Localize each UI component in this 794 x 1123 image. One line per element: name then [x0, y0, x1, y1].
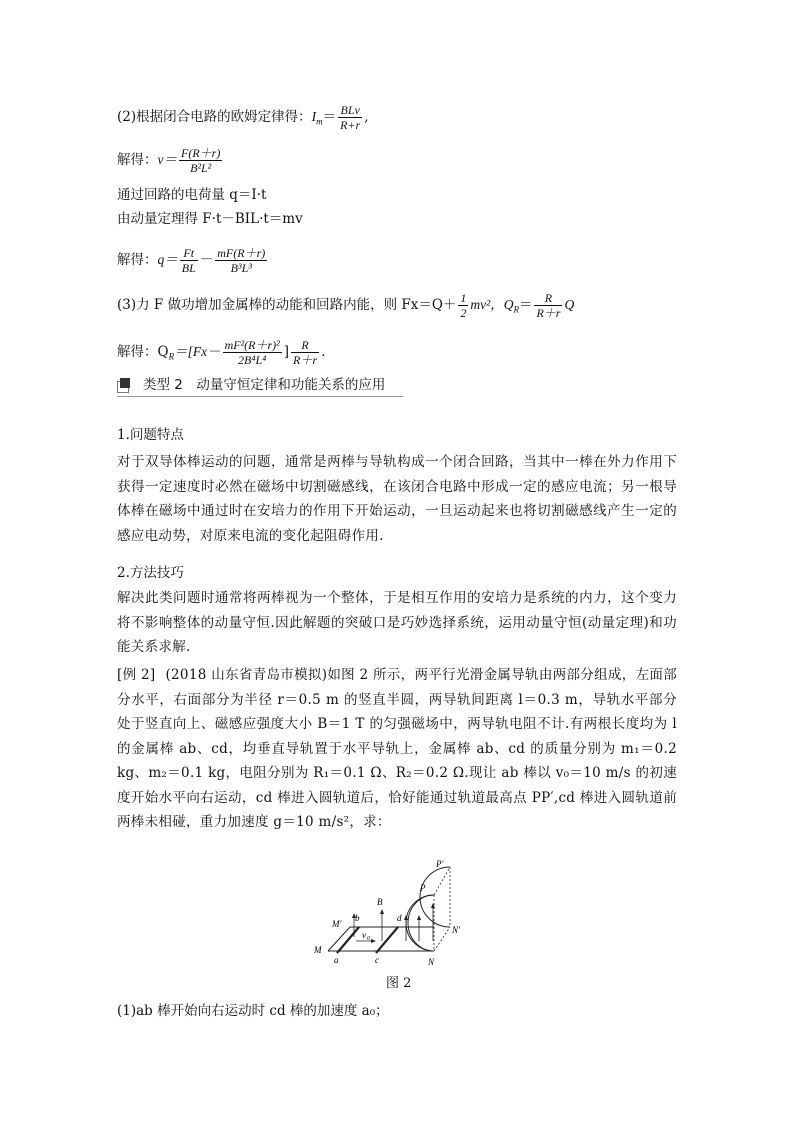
example-text: (2018 山东省青岛市模拟)如图 2 所示，两平行光滑金属导轨由两部分组成，左面部分水平，右面部分为半径 r＝0.5 m 的竖直半圆，两导轨间距离 l＝0.3 m，导轨水平部分处于竖直向上、磁感应强度大小 B＝1 T 的匀强磁场中，两导轨电阻不计.有两根长度均为 l 的金属棒 ab、cd，均垂直导轨置于水平导轨上，金属棒 ab、cd 的质量分别为 m₁＝0.2 kg、m₂＝0.1 kg，电阻分别为 R₁＝0.1 Ω、R₂＝0.2 Ω.现让 ab 棒以 v₀＝10 m/s 的初速度开始水平向右运动，cd 棒进入圆轨道后，恰好能通过轨道最高点 PP′,cd 棒进入圆轨道前两棒未相碰，重力加速度 g＝10 m/s²，求： [117, 667, 677, 830]
features-heading: 1.问题特点 [117, 427, 184, 443]
solve-label: 解得： [117, 252, 158, 268]
figure-caption: 图 2 [386, 976, 412, 991]
eq-sign: ＝ [518, 297, 533, 313]
semicircle-front [406, 895, 434, 951]
minus-sign: － [199, 252, 214, 268]
label-b: b [355, 913, 360, 923]
eq-ohm-law-text: (2)根据闭合电路的欧姆定律得： [117, 109, 312, 125]
velocity-denominator: B²L² [190, 161, 212, 175]
label-Pprime: P′ [436, 859, 444, 869]
features-body: 对于双导体棒运动的问题，通常是两棒与导轨构成一个闭合回路，当其中一棒在外力作用下获得一定速度时必然在磁场中切割磁感线，在该闭合电路中形成一定的感应电流；另一根导体棒在磁场中通过时在安培力的作用下开始运动，一旦运动起来也将切割磁感线产生一定的感应电动势，对原来电流的变化起阻碍作用. [117, 454, 677, 544]
methods-body: 解决此类问题时通常将两棒视为一个整体，于是相互作用的安培力是系统的内力，这个变力将不影响整体的动量守恒.因此解题的突破口是巧妙选择系统，运用动量守恒(动量定理)和功能关系求解. [117, 590, 677, 655]
ratio-fraction [534, 291, 562, 320]
half-den: 2 [460, 306, 467, 320]
current-subscript: m [316, 116, 323, 127]
half-fraction [458, 291, 468, 320]
ratio-num: R [534, 291, 562, 306]
rail-left-end [328, 927, 350, 951]
heat-subscript: R [168, 351, 175, 362]
charge-den-1: BL [181, 261, 196, 275]
energy-equation [117, 291, 574, 320]
heat-num-2: R [291, 338, 319, 353]
label-B: B [377, 897, 383, 907]
label-N: N [428, 957, 435, 967]
eq-ohm-law: (2)根据闭合电路的欧姆定律得：$I_m=$ $\frac{\text{BLv}}{R+r}$ , [117, 103, 369, 132]
eq-comma: , [364, 109, 369, 125]
solve-label: 解得： [117, 152, 158, 168]
label-v0-sub: 0 [367, 936, 370, 942]
bar-cd [376, 927, 398, 953]
example-tag: [例 2] [117, 667, 156, 683]
velocity-lhs: v＝ [157, 152, 177, 167]
charge-fraction-2 [215, 246, 267, 275]
label-P: P [420, 883, 426, 893]
header-square-fill-icon [120, 378, 130, 388]
label-c: c [375, 955, 379, 965]
charge-fraction-1 [180, 246, 198, 275]
label-M: M [314, 945, 322, 955]
heat-den-1: 2B⁴L⁴ [237, 353, 267, 367]
label-Mprime: M′ [332, 919, 342, 929]
methods-heading: 2.方法技巧 [117, 565, 184, 581]
rail-figure [306, 855, 516, 970]
ratio-den: R＋r [536, 306, 561, 320]
velocity-numerator: F(R＋r) [181, 146, 221, 160]
charge-num-1: Ft [180, 246, 198, 261]
dashed-top [434, 867, 450, 895]
charge-line: 通过回路的电荷量 q＝I·t [117, 187, 267, 203]
solve-heat [117, 338, 325, 367]
ohm-fraction [338, 103, 362, 132]
solve-velocity [117, 146, 224, 175]
heat-subscript: R [513, 304, 519, 315]
solve-charge [117, 246, 269, 275]
heat-eq: ＝[Fx－ [174, 344, 221, 359]
energy-text: (3)力 F 做功增加金属棒的动能和回路内能，则 Fx＝Q＋ [117, 297, 457, 313]
charge-num-2: mF(R＋r) [217, 246, 266, 260]
charge-lhs: q＝ [157, 252, 178, 267]
solve-label: 解得：Q [117, 344, 169, 360]
half-num: 1 [460, 291, 467, 305]
energy-mid: mv²，Q [470, 297, 514, 312]
bar-ab [337, 927, 359, 953]
type-header-title: 类型 2 动量守恒定律和功能关系的应用 [143, 377, 386, 393]
velocity-arrow-head [371, 939, 376, 943]
field-arrow-4-head [417, 915, 421, 920]
bracket: ] [283, 344, 290, 360]
heat-fraction-1 [223, 338, 282, 367]
heat-num-1: mF²(R＋r)² [224, 338, 280, 352]
example-body [117, 663, 677, 835]
heat-symbol: Q [564, 297, 575, 312]
label-d: d [397, 913, 402, 923]
velocity-fraction [179, 146, 222, 175]
label-Nprime: N′ [452, 925, 460, 935]
momentum-theorem-line: 由动量定理得 F·t－BIL·t＝mv [117, 211, 303, 227]
charge-den-2: B³L³ [230, 261, 252, 275]
current-symbol: I [311, 109, 317, 124]
field-arrow-B-head [380, 909, 384, 914]
ohm-denominator: R+r [340, 118, 361, 132]
heat-den-2: R＋r [293, 353, 318, 367]
dashed-bottom [434, 927, 450, 951]
question-1: (1)ab 棒开始向右运动时 cd 棒的加速度 a₀； [117, 1003, 389, 1019]
type-header [117, 372, 403, 397]
heat-fraction-2 [291, 338, 319, 367]
period: . [321, 344, 326, 360]
label-v0: v [362, 930, 366, 940]
ohm-numerator: BLv [338, 103, 362, 118]
label-a: a [334, 955, 339, 965]
